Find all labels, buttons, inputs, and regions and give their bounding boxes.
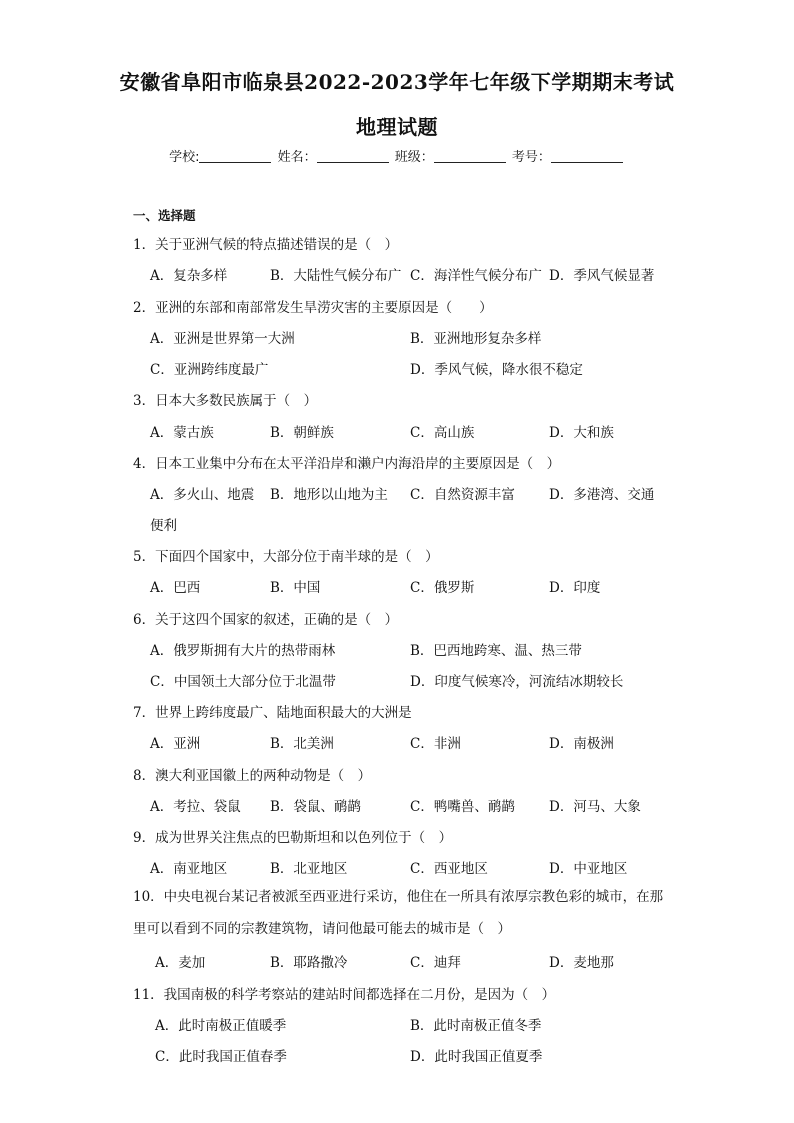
option-a[interactable]: A．南亚地区: [150, 861, 228, 877]
option-d[interactable]: D．此时我国正值夏季: [410, 1049, 543, 1065]
option-a[interactable]: A．多火山、地震: [150, 487, 255, 503]
option-b[interactable]: B．袋鼠、鸸鹋: [270, 799, 361, 815]
exam-subject: 地理试题: [356, 115, 438, 139]
option-d[interactable]: D．大和族: [549, 425, 614, 441]
option-d[interactable]: D．印度气候寒冷，河流结冰期较长: [410, 674, 624, 690]
option-c[interactable]: C．此时我国正值春季: [155, 1049, 287, 1065]
option-b[interactable]: B．朝鲜族: [270, 425, 334, 441]
option-a[interactable]: A．考拉、袋鼠: [150, 799, 241, 815]
option-b[interactable]: B．地形以山地为主: [270, 487, 388, 503]
option-c[interactable]: C．亚洲跨纬度最广: [150, 362, 269, 378]
option-d[interactable]: D．河马、大象: [549, 799, 641, 815]
option-a[interactable]: A．亚洲: [150, 736, 201, 752]
option-a[interactable]: A．蒙古族: [150, 425, 214, 441]
option-b[interactable]: B．巴西地跨寒、温、热三带: [410, 643, 582, 659]
option-b[interactable]: B．大陆性气候分布广: [270, 268, 402, 284]
name-label: 姓名：: [277, 150, 317, 165]
option-a[interactable]: A．巴西: [150, 580, 201, 596]
exam-title: 安徽省阜阳市临泉县2022-2023学年七年级下学期期末考试: [119, 70, 675, 94]
question-stem: 11．我国南极的科学考察站的建站时间都选择在二月份，是因为（ ）: [133, 987, 556, 1003]
option-a[interactable]: A．亚洲是世界第一大洲: [150, 331, 295, 347]
section-title: 一、选择题: [133, 208, 196, 223]
option-b[interactable]: B．中国: [270, 580, 321, 596]
option-d-continuation: 便利: [150, 518, 177, 534]
question-stem: 4．日本工业集中分布在太平洋沿岸和濑户内海沿岸的主要原因是（ ）: [133, 456, 561, 472]
option-b[interactable]: B．亚洲地形复杂多样: [410, 331, 542, 347]
student-info-row: [0, 146, 794, 165]
option-a[interactable]: A．复杂多样: [150, 268, 228, 284]
option-b[interactable]: B．此时南极正值冬季: [410, 1018, 542, 1034]
option-c[interactable]: C．俄罗斯: [410, 580, 475, 596]
option-c[interactable]: C．中国领土大部分位于北温带: [150, 674, 336, 690]
option-d[interactable]: D．麦地那: [549, 955, 614, 971]
option-c[interactable]: C．高山族: [410, 425, 475, 441]
exam-number-label: 考号：: [511, 150, 551, 165]
question-stem: 9．成为世界关注焦点的巴勒斯坦和以色列位于（ ）: [133, 830, 453, 846]
name-blank[interactable]: [317, 149, 389, 163]
question-stem: 1．关于亚洲气候的特点描述错误的是（ ）: [133, 237, 399, 253]
option-b[interactable]: B．北亚地区: [270, 861, 348, 877]
school-blank[interactable]: [199, 149, 271, 163]
option-c[interactable]: C．迪拜: [410, 955, 461, 971]
class-blank[interactable]: [434, 149, 506, 163]
option-d[interactable]: D．南极洲: [549, 736, 614, 752]
option-d[interactable]: D．季风气候显著: [549, 268, 655, 284]
option-c[interactable]: C．海洋性气候分布广: [410, 268, 542, 284]
question-stem: 5．下面四个国家中，大部分位于南半球的是（ ）: [133, 549, 439, 565]
option-a[interactable]: A．此时南极正值暖季: [155, 1018, 287, 1034]
option-b[interactable]: B．耶路撒冷: [270, 955, 348, 971]
option-a[interactable]: A．俄罗斯拥有大片的热带雨林: [150, 643, 336, 659]
option-c[interactable]: C．自然资源丰富: [410, 487, 515, 503]
option-a[interactable]: A．麦加: [155, 955, 206, 971]
option-d[interactable]: D．季风气候，降水很不稳定: [410, 362, 583, 378]
option-c[interactable]: C．非洲: [410, 736, 461, 752]
question-stem: 10．中央电视台某记者被派至西亚进行采访，他住在一所具有浓厚宗教色彩的城市，在那里可以看到不同的宗教建筑物，请问他最可能去的城市是（ ）: [133, 889, 664, 937]
question-stem: 7．世界上跨纬度最广、陆地面积最大的大洲是: [133, 705, 412, 721]
question-stem: 2．亚洲的东部和南部常发生旱涝灾害的主要原因是（ ）: [133, 300, 493, 316]
option-d[interactable]: D．多港湾、交通: [549, 487, 655, 503]
option-c[interactable]: C．鸭嘴兽、鸸鹋: [410, 799, 515, 815]
school-label: 学校:: [169, 150, 200, 165]
question-stem: 8．澳大利亚国徽上的两种动物是（ ）: [133, 768, 372, 784]
class-label: 班级：: [394, 150, 434, 165]
exam-number-blank[interactable]: [551, 149, 623, 163]
question-stem: 6．关于这四个国家的叙述，正确的是（ ）: [133, 612, 399, 628]
question-stem: 3．日本大多数民族属于（ ）: [133, 393, 318, 409]
option-b[interactable]: B．北美洲: [270, 736, 334, 752]
option-c[interactable]: C．西亚地区: [410, 861, 488, 877]
option-d[interactable]: D．印度: [549, 580, 601, 596]
option-d[interactable]: D．中亚地区: [549, 861, 628, 877]
